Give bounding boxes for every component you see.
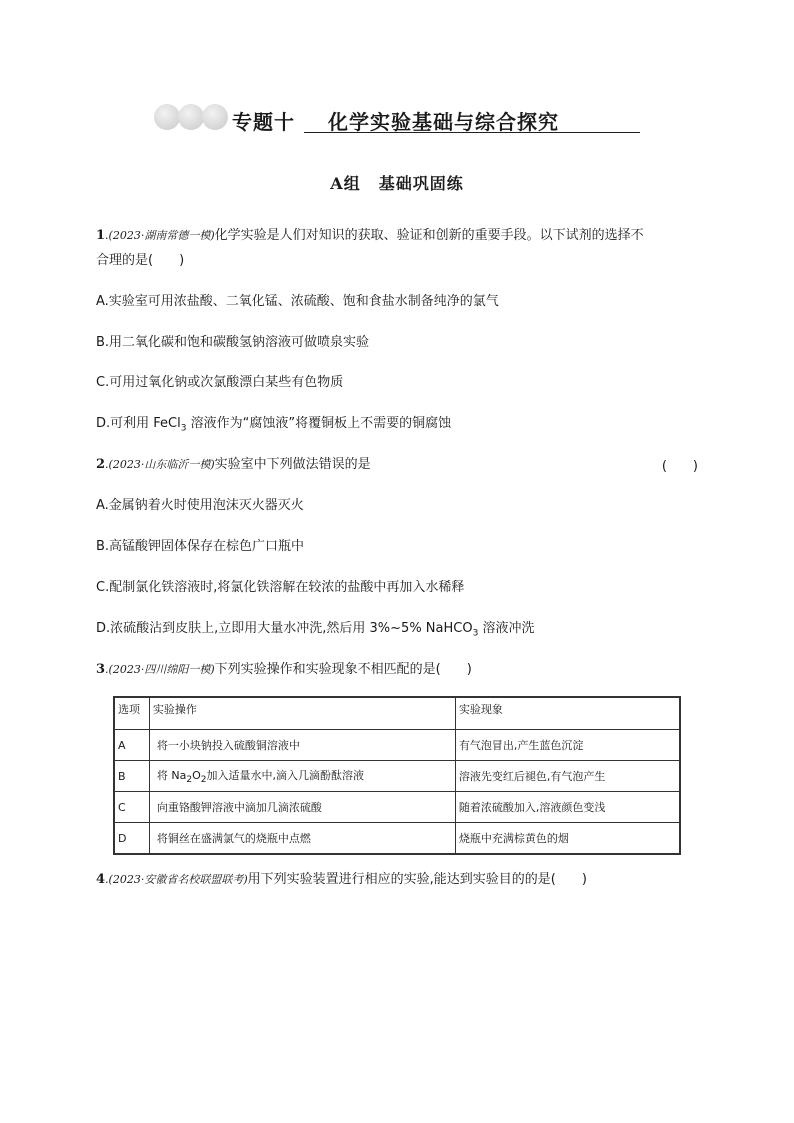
question-stem: 用下列实验装置进行相应的实验,能达到实验目的的是( ) (247, 872, 587, 887)
question-number: 3 (96, 662, 106, 677)
q2-option-a: A.金属钠着火时使用泡沫灭火器灭火 (96, 498, 304, 513)
chapter-header (154, 100, 644, 136)
question-source: .(2023·四川绵阳一模) (105, 663, 215, 676)
table-cell-operation: 向重铬酸钾溶液中滴加几滴浓硫酸 (149, 792, 455, 823)
question-source: .(2023·安徽省名校联盟联考) (105, 873, 248, 886)
table-cell-option: D (114, 823, 149, 855)
answer-bracket: ( ) (661, 459, 698, 474)
table-header-cell: 选项 (114, 697, 149, 730)
table-cell-operation: 将一小块钠投入硫酸铜溶液中 (149, 730, 455, 761)
question-3 (96, 660, 472, 680)
group-subtitle: 基础巩固练 (378, 174, 464, 193)
table-row (114, 823, 680, 855)
chapter-number: 专题十 (232, 110, 295, 134)
q1-option-d: D.可利用 FeCl$_3$ 溶液作为“腐蚀液”将覆铜板上不需要的铜腐蚀 (96, 416, 452, 434)
question-1-line2: 合理的是( ) (96, 253, 185, 268)
table-cell-option: B (114, 761, 149, 792)
question-1-line1 (96, 226, 644, 246)
q1-option-a: A.实验室可用浓盐酸、二氧化锰、浓硫酸、饱和食盐水制备纯净的氯气 (96, 294, 499, 309)
q2-option-b: B.高锰酸钾固体保存在棕色广口瓶中 (96, 539, 305, 554)
q1-option-c: C.可用过氧化钠或次氯酸漂白某些有色物质 (96, 375, 344, 390)
decorative-dots-icon (154, 104, 234, 130)
question-number: 1 (96, 228, 106, 243)
experiment-table (113, 696, 681, 855)
table-cell-phenomenon: 随着浓硫酸加入,溶液颜色变浅 (455, 792, 680, 823)
chapter-title: 化学实验基础与综合探究 (328, 110, 559, 134)
table-cell-operation: 将铜丝在盛满氯气的烧瓶中点燃 (149, 823, 455, 855)
question-2 (96, 455, 371, 475)
table-cell-phenomenon: 溶液先变红后褪色,有气泡产生 (455, 761, 680, 792)
q2-option-c: C.配制氯化铁溶液时,将氯化铁溶解在较浓的盐酸中再加入水稀释 (96, 580, 465, 595)
table-row (114, 730, 680, 761)
question-source: .(2023·山东临沂一模) (105, 458, 215, 471)
question-stem: 化学实验是人们对知识的获取、验证和创新的重要手段。以下试剂的选择不 (214, 228, 644, 243)
group-label: A组 (330, 174, 361, 193)
table-cell-option: C (114, 792, 149, 823)
table-cell-phenomenon: 烧瓶中充满棕黄色的烟 (455, 823, 680, 855)
table-row (114, 792, 680, 823)
question-stem: 下列实验操作和实验现象不相匹配的是( ) (214, 662, 472, 677)
table-row (114, 761, 680, 792)
table-header-row (114, 697, 680, 730)
q1-option-b: B.用二氧化碳和饱和碳酸氢钠溶液可做喷泉实验 (96, 335, 370, 350)
group-heading (0, 171, 794, 194)
table-cell-operation: 将 $Na_2O_2$加入适量水中,滴入几滴酚酞溶液 (149, 761, 455, 792)
table-header-cell: 实验操作 (149, 697, 455, 730)
q2-option-d: D.浓硫酸沾到皮肤上,立即用大量水冲洗,然后用 3%~5% NaHCO$_3$ 溶液冲洗 (96, 621, 535, 639)
question-number: 4 (96, 872, 106, 887)
table-header-cell: 实验现象 (455, 697, 680, 730)
question-source: .(2023·湖南常德一模) (105, 229, 215, 242)
question-number: 2 (96, 457, 106, 472)
question-stem: 实验室中下列做法错误的是 (214, 457, 371, 472)
table-cell-phenomenon: 有气泡冒出,产生蓝色沉淀 (455, 730, 680, 761)
question-4 (96, 870, 587, 890)
table-cell-option: A (114, 730, 149, 761)
